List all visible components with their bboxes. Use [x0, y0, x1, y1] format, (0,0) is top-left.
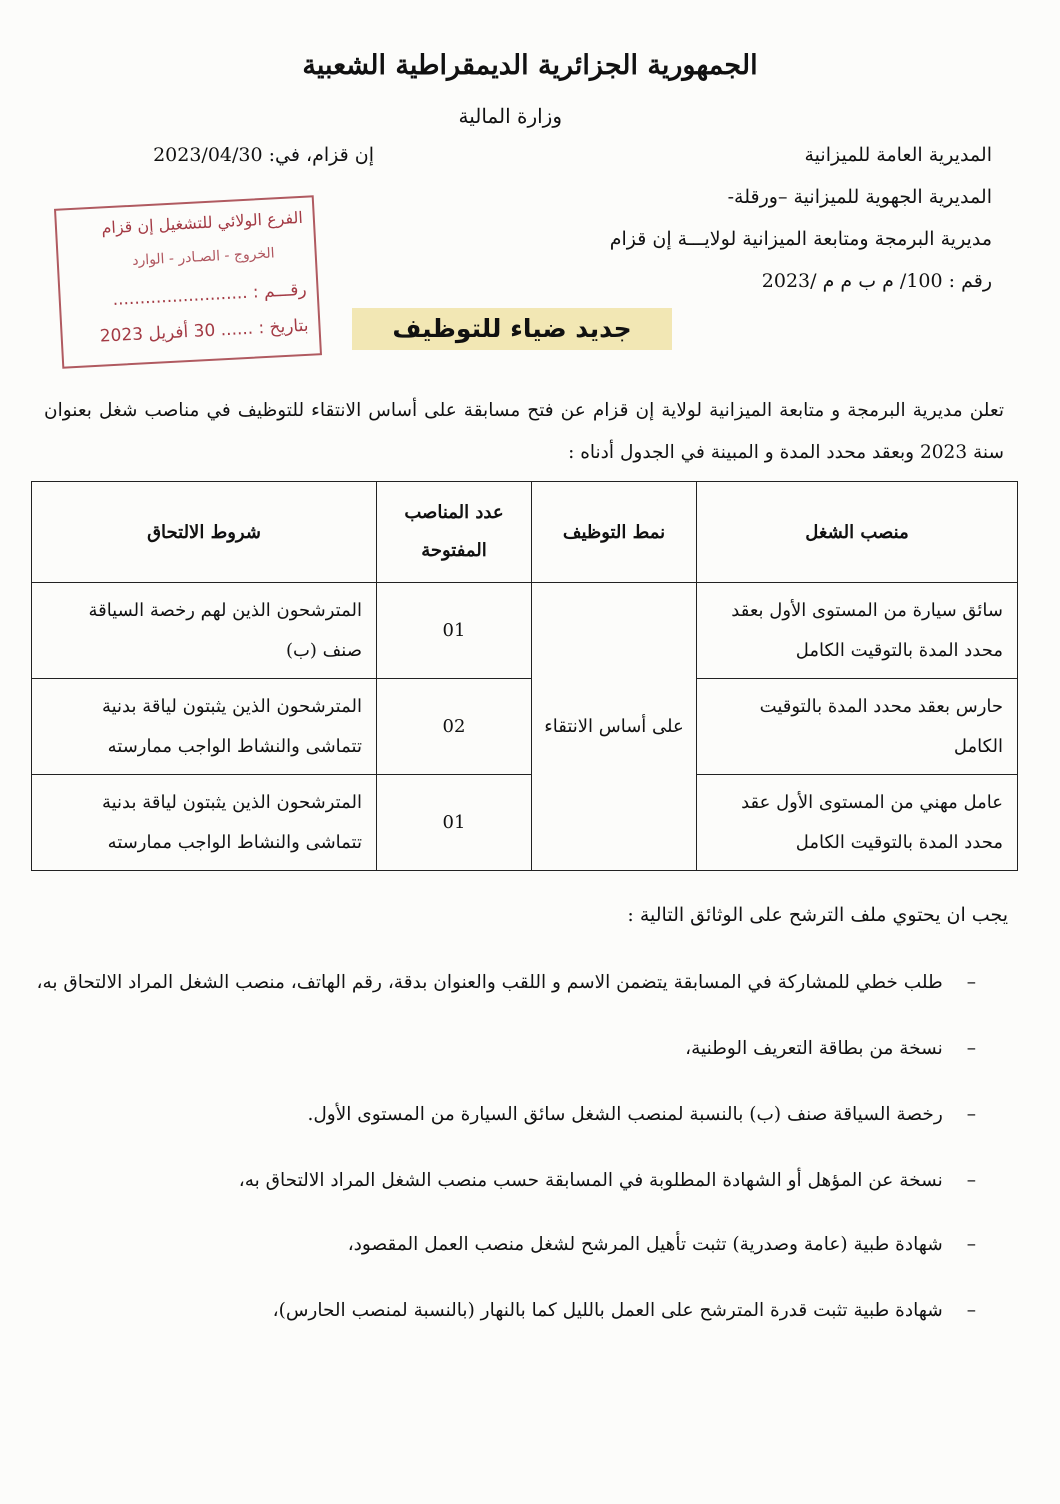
jobs-table [31, 481, 1018, 871]
table-row [32, 775, 1018, 871]
bullet-dash: – [966, 1234, 976, 1255]
table-header-row [32, 482, 1018, 583]
republic-title: الجمهورية الجزائرية الديمقراطية الشعبية [302, 50, 758, 81]
document-item-5 [348, 1234, 976, 1255]
bullet-dash: – [966, 1300, 976, 1321]
bullet-dash: – [966, 972, 976, 993]
header-conditions: شروط الالتحاق [32, 482, 377, 583]
intro-paragraph: تعلن مديرية البرمجة و متابعة الميزانية لولاية إن قزام عن فتح مسابقة على أساس الانتقاء للتوظيف في مناصب شغل بعنوان سنة 2023 وبعقد محدد المدة و المبينة في الجدول أدناه : [44, 400, 1004, 463]
document-item-1 [37, 972, 977, 993]
row-2-conditions: المترشحون الذين يثبتون لياقة بدنية تتماشى والنشاط الواجب ممارسته [32, 679, 377, 775]
reference-number: رقم : 100/ م ب م م /2023 [761, 270, 992, 292]
stamp-line-4: بتاريخ : ...... 30 أفريل 2023 [99, 315, 309, 347]
documents-heading: يجب ان يحتوي ملف الترشح على الوثائق التالية : [627, 904, 1008, 926]
header-mode: نمط التوظيف [532, 482, 697, 583]
row-3-count: 01 [377, 775, 532, 871]
table-row [32, 583, 1018, 679]
document-text: شهادة طبية (عامة وصدرية) تثبت تأهيل المرشح لشغل منصب العمل المقصود، [347, 1234, 943, 1255]
document-text: شهادة طبية تثبت قدرة المترشح على العمل بالليل كما بالنهار (بالنسبة لمنصب الحارس)، [272, 1300, 943, 1321]
row-1-post: سائق سيارة من المستوى الأول بعقد محدد المدة بالتوقيت الكامل [697, 583, 1018, 679]
bullet-dash: – [966, 1170, 976, 1191]
document-item-4 [239, 1170, 976, 1191]
table-row [32, 679, 1018, 775]
row-1-conditions: المترشحون الذين لهم رخصة السياقة صنف (ب) [32, 583, 377, 679]
org-line-1: المديرية العامة للميزانية [804, 144, 992, 166]
row-3-conditions: المترشحون الذين يثبتون لياقة بدنية تتماشى والنشاط الواجب ممارسته [32, 775, 377, 871]
document-text: طلب خطي للمشاركة في المسابقة يتضمن الاسم و اللقب والعنوان بدقة، رقم الهاتف، منصب الشغل المراد الالتحاق به، [36, 972, 943, 993]
stamp-line-1: الفرع الولائي للتشغيل إن قزام [100, 207, 304, 238]
document-text: رخصة السياقة صنف (ب) بالنسبة لمنصب الشغل سائق السيارة من المستوى الأول. [307, 1104, 943, 1125]
ministry-name: وزارة المالية [458, 104, 562, 128]
row-1-count: 01 [377, 583, 532, 679]
document-item-3 [307, 1104, 976, 1125]
document-text: نسخة عن المؤهل أو الشهادة المطلوبة في المسابقة حسب منصب الشغل المراد الالتحاق به، [238, 1170, 943, 1191]
row-3-post: عامل مهني من المستوى الأول عقد محدد المدة بالتوقيت الكامل [697, 775, 1018, 871]
document-text: نسخة من بطاقة التعريف الوطنية، [685, 1038, 943, 1059]
place-date: إن قزام، في: 2023/04/30 [153, 144, 374, 166]
document-item-2 [685, 1038, 976, 1059]
header-count: عدد المناصب المفتوحة [377, 482, 532, 583]
stamp-line-3: رقـــم : ......................... [112, 279, 308, 310]
org-line-3: مديرية البرمجة ومتابعة الميزانية لولايـــة إن قزام [609, 228, 992, 250]
watermark-banner: جديد ضياء للتوظيف [352, 308, 672, 350]
recruitment-mode: على أساس الانتقاء [532, 583, 697, 871]
header-post: منصب الشغل [697, 482, 1018, 583]
row-2-post: حارس بعقد محدد المدة بالتوقيت الكامل [697, 679, 1018, 775]
row-2-count: 02 [377, 679, 532, 775]
stamp-line-2: الخروج - الصـادر - الوارد [131, 245, 276, 269]
document-item-6 [273, 1300, 976, 1321]
registry-stamp [54, 195, 322, 368]
bullet-dash: – [966, 1038, 976, 1059]
org-line-2: المديرية الجهوية للميزانية –ورقلة- [727, 186, 992, 208]
bullet-dash: – [966, 1104, 976, 1125]
